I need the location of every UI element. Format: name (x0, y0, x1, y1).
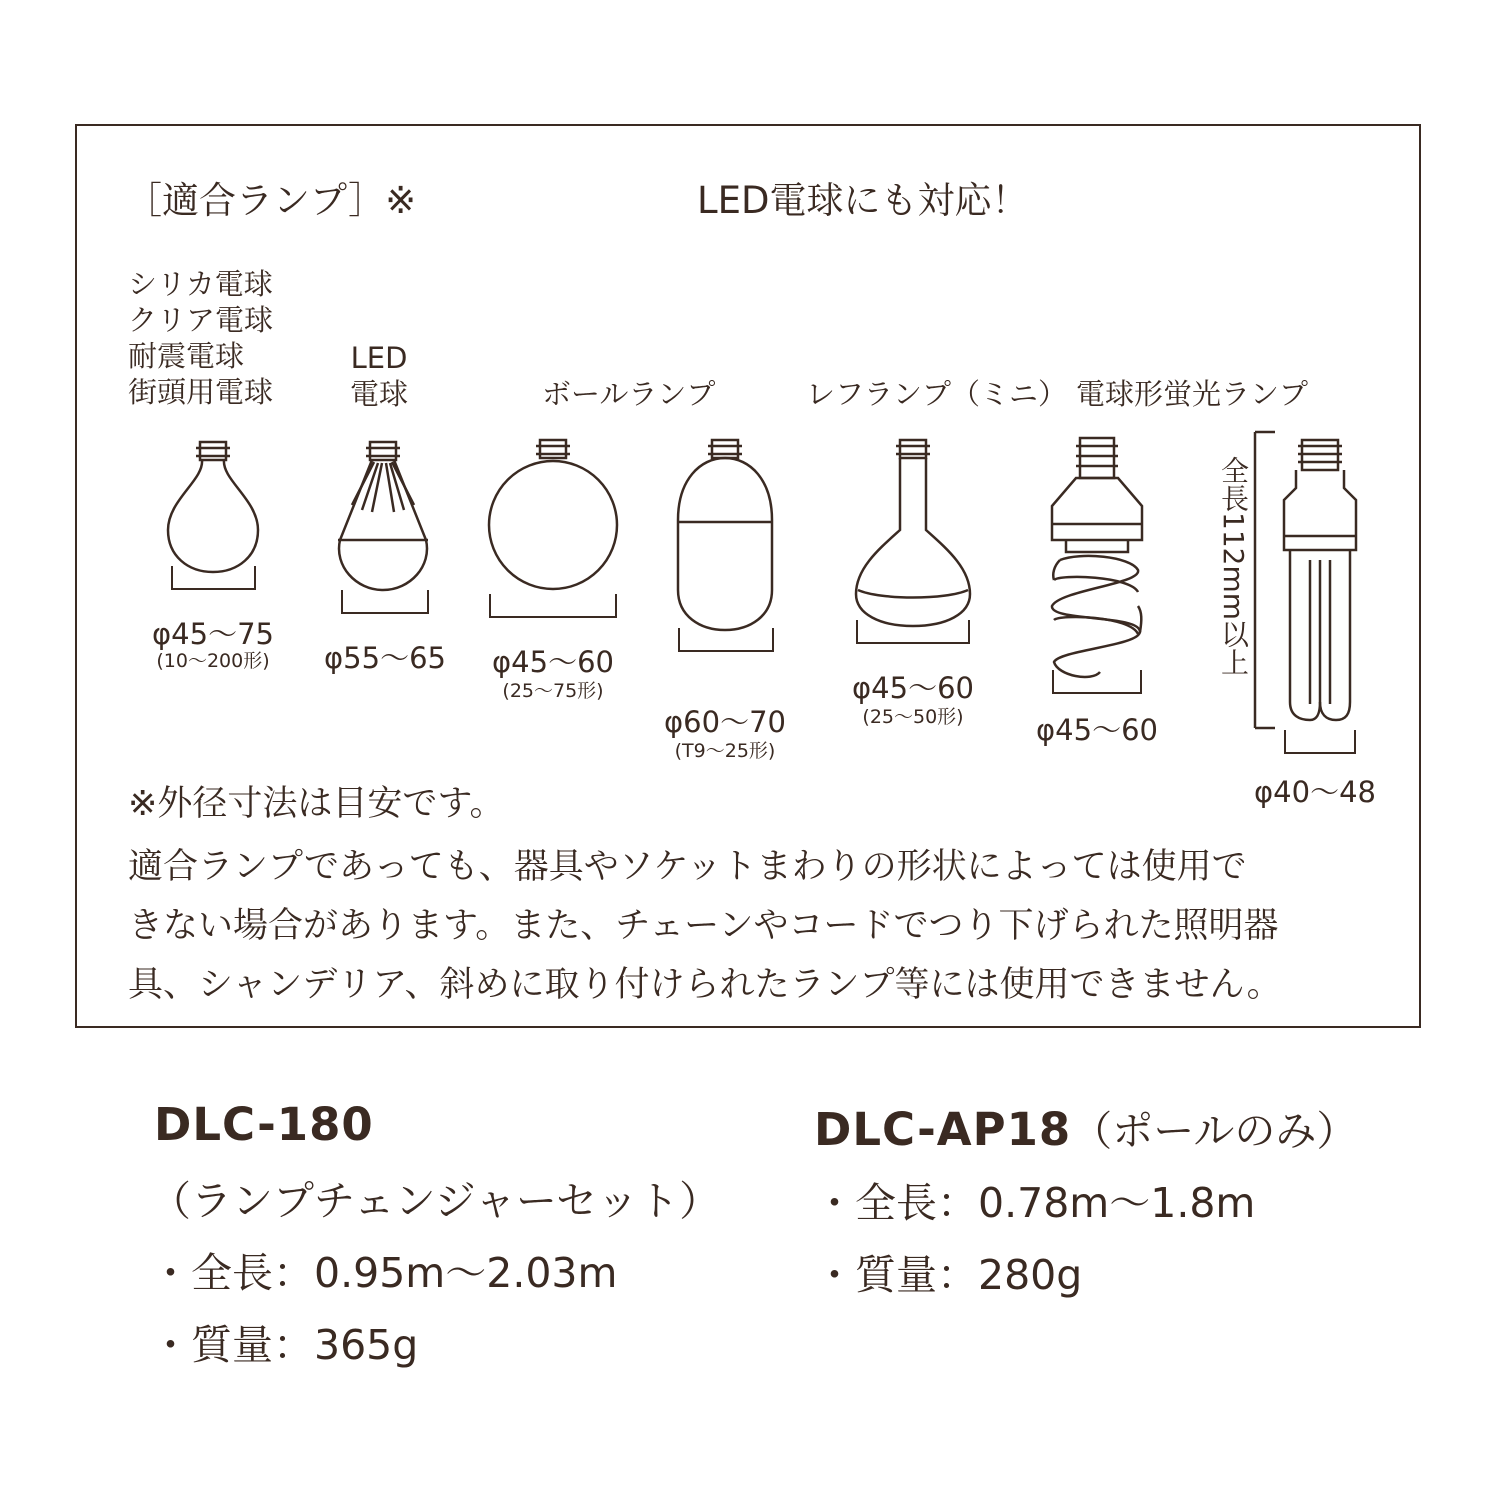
spiral-cfl-icon (1052, 438, 1142, 677)
label-line: LED (350, 341, 408, 375)
reflector-lamp-label: レフランプ（ミニ） (806, 377, 1068, 411)
label-line: シリカ電球 (128, 267, 273, 301)
left-model-name: DLC-180 (154, 1098, 374, 1151)
left-model-subtitle: （ランプチェンジャーセット） (150, 1177, 721, 1225)
label-line: 街頭用電球 (128, 375, 274, 409)
length-dimension-line (1255, 432, 1275, 728)
cfl-lamp-label: 電球形蛍光ランプ (1076, 377, 1309, 411)
reflector-lamp-icon (856, 440, 970, 626)
right-weight-spec: ・質量：280g (814, 1251, 1083, 1299)
silica-diameter: φ45〜75 (152, 617, 274, 651)
tube-width-bracket (678, 628, 774, 652)
right-model-suffix: （ポールのみ） (1071, 1107, 1358, 1155)
paragraph-line: 適合ランプであっても、器具やソケットまわりの形状によっては使用で (128, 847, 1247, 887)
usage-paragraph (128, 838, 1282, 1015)
led-support-note: LED電球にも対応！ (697, 179, 1029, 222)
right-model-heading (814, 1098, 1357, 1157)
left-length-spec: ・全長：0.95m〜2.03m (150, 1249, 618, 1297)
reflector-wattage: (25〜50形) (862, 706, 964, 728)
led-diameter: φ55〜65 (324, 641, 446, 675)
reflector-width-bracket (856, 620, 970, 644)
panel-title: ［適合ランプ］※ (125, 179, 417, 222)
ball-lamp-label: ボールランプ (542, 377, 716, 411)
stick-total-length: 全長112mm以上 (1217, 456, 1250, 676)
stick-width-bracket (1284, 730, 1356, 754)
label-line: 電球 (350, 377, 409, 411)
size-note: ※外径寸法は目安です。 (128, 784, 505, 824)
right-length-spec: ・全長：0.78m〜1.8m (814, 1179, 1256, 1227)
silica-bulb-icon (168, 442, 258, 572)
ball-wattage: (25〜75形) (502, 680, 604, 702)
ball-lamp-icon (489, 440, 617, 589)
silica-wattage: (10〜200形) (156, 650, 270, 672)
spiral-diameter: φ45〜60 (1036, 713, 1158, 747)
right-model-name: DLC-AP18 (814, 1103, 1072, 1156)
led-bulb-icon (338, 442, 428, 590)
tube-diameter: φ60〜70 (664, 705, 786, 739)
label-line: 耐震電球 (128, 339, 245, 373)
tube-wattage: (T9〜25形) (674, 740, 776, 762)
left-weight-spec: ・質量：365g (150, 1321, 419, 1369)
stick-cfl-icon (1284, 440, 1356, 720)
led-width-bracket (341, 590, 429, 614)
stick-diameter: φ40〜48 (1254, 775, 1376, 809)
ball-width-bracket (489, 594, 617, 618)
ball-diameter: φ45〜60 (492, 645, 614, 679)
reflector-diameter: φ45〜60 (852, 671, 974, 705)
paragraph-line: 具、シャンデリア、斜めに取り付けられたランプ等には使用できません。 (128, 965, 1282, 1005)
label-line: クリア電球 (128, 303, 274, 337)
silica-width-bracket (171, 566, 256, 590)
spiral-width-bracket (1052, 670, 1142, 694)
paragraph-line: きない場合があります。また、チェーンやコードでつり下げられた照明器 (128, 906, 1279, 946)
tubular-ball-lamp-icon (678, 440, 772, 630)
